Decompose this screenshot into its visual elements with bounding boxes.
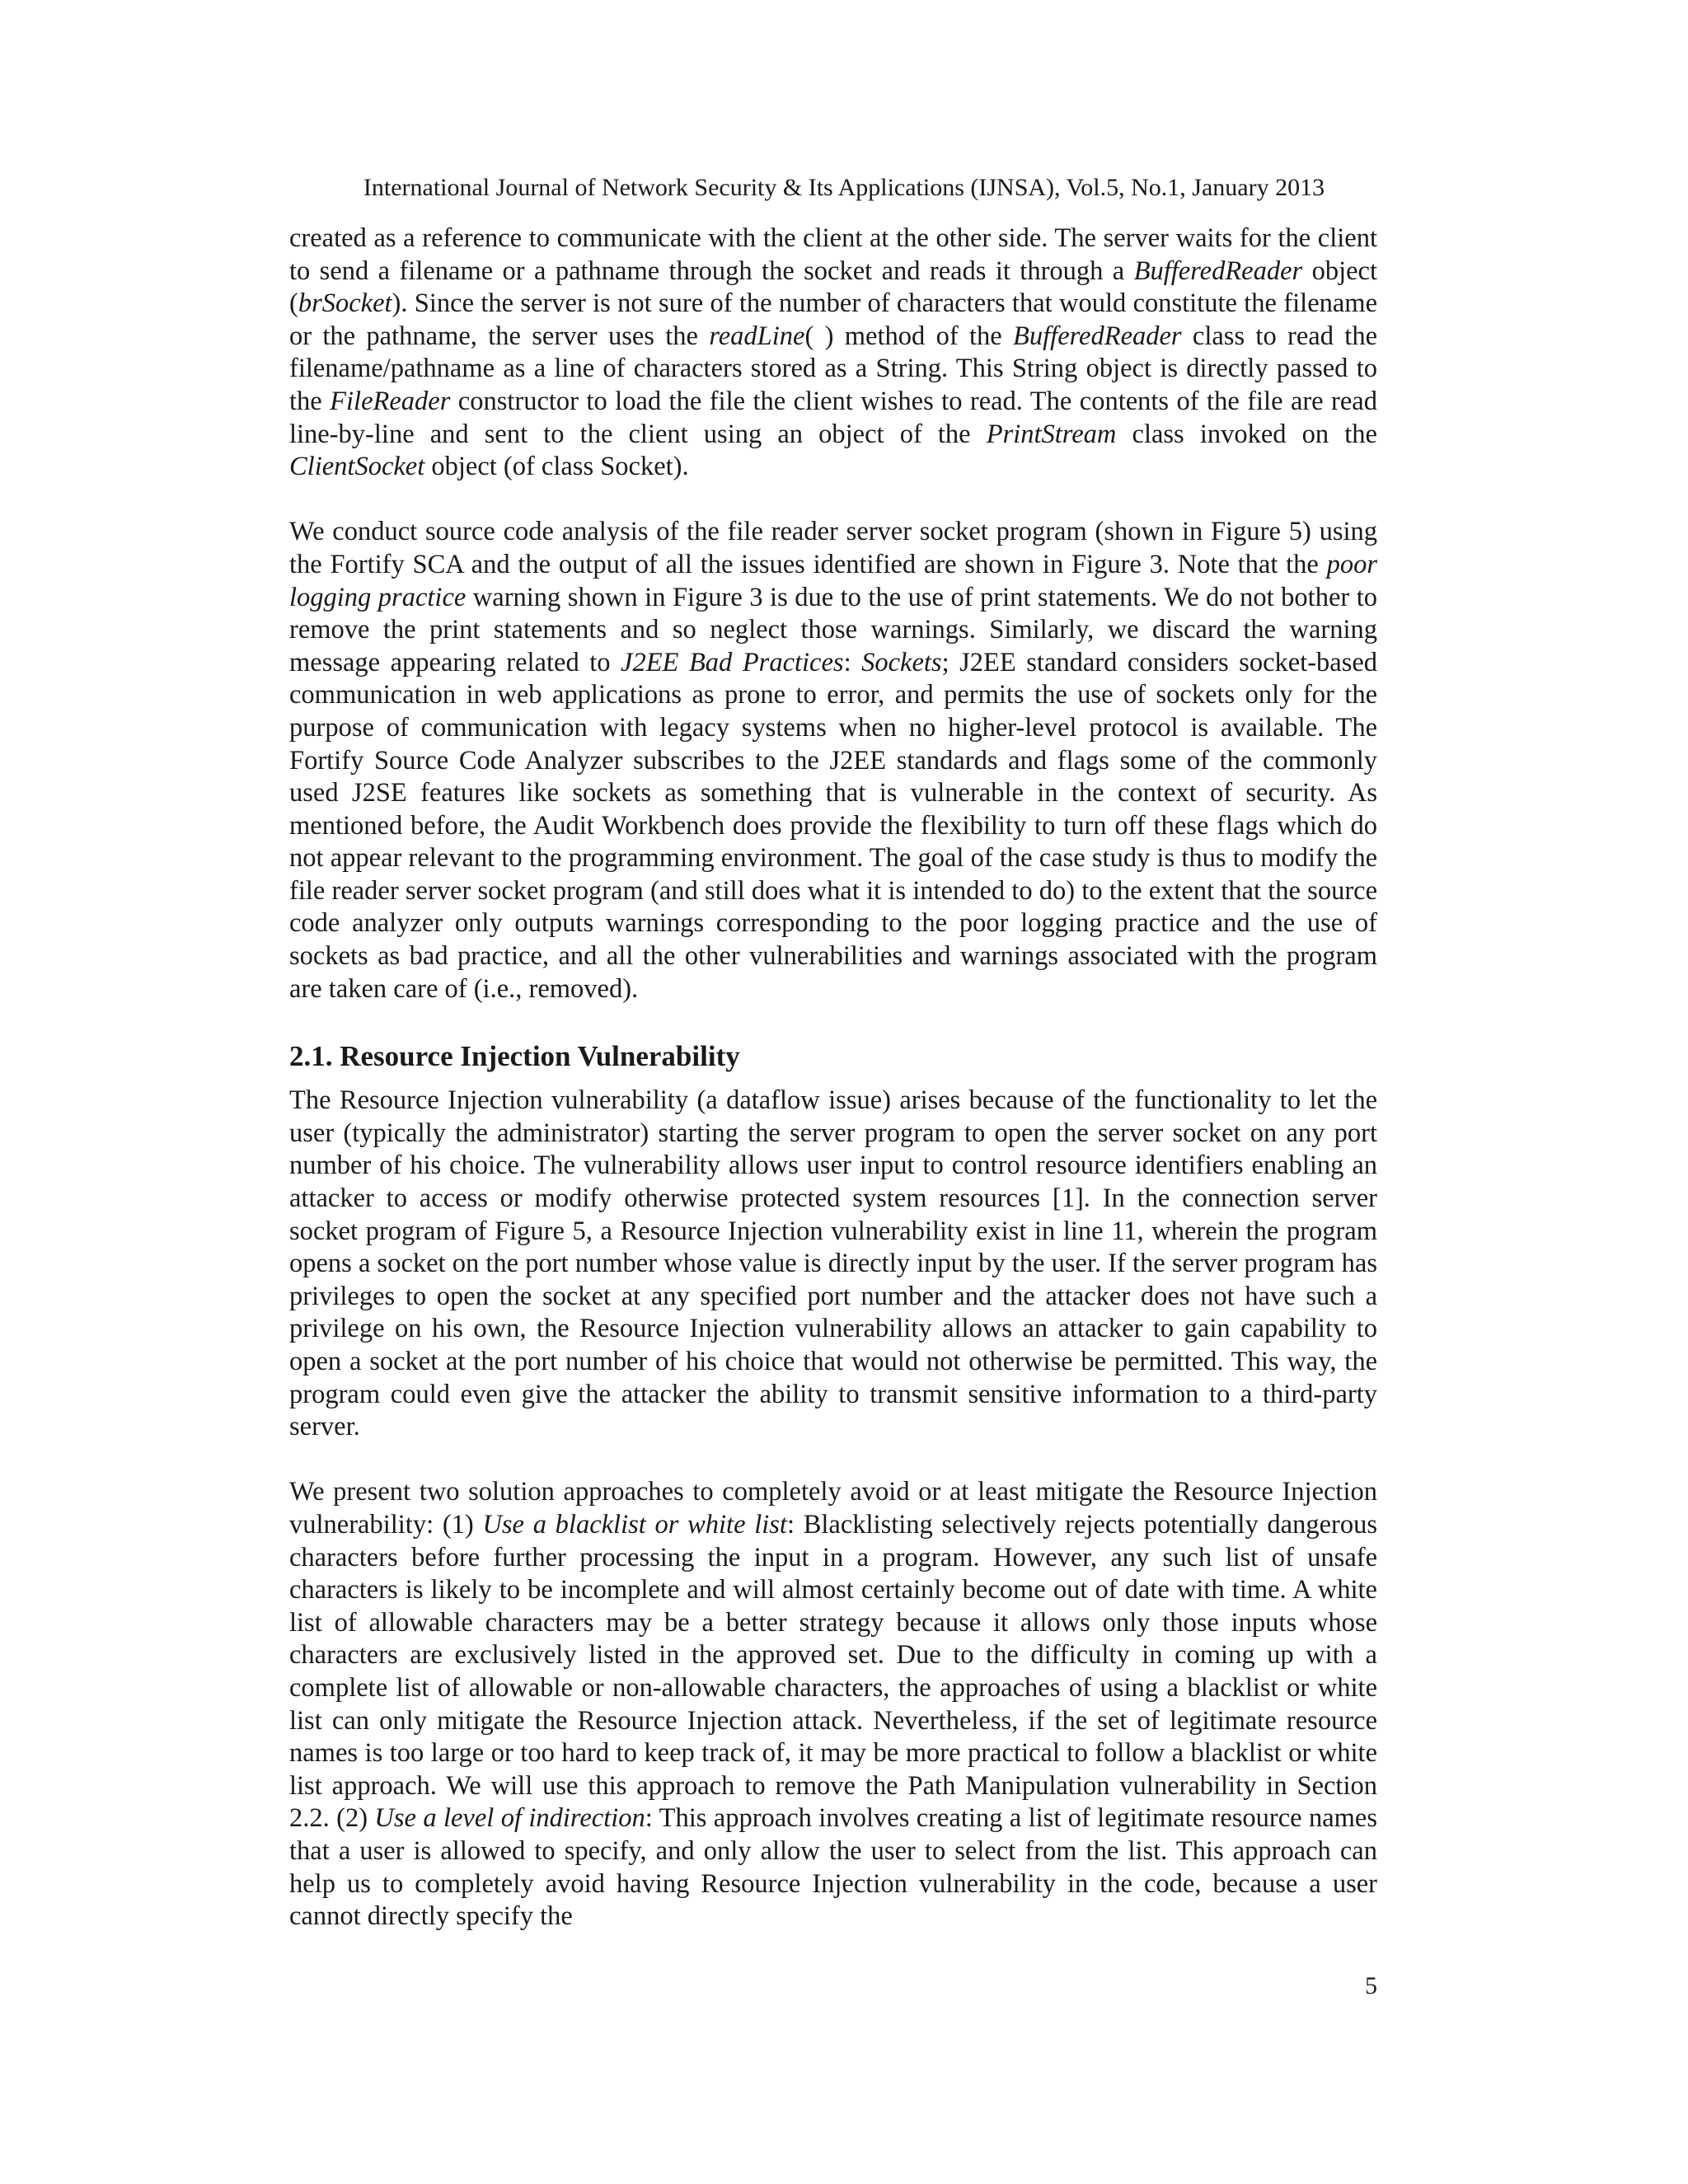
running-header: International Journal of Network Security & Its Applications (IJNSA), Vol.5, No.1, January 2013 <box>363 174 1325 201</box>
italic-term: readLine <box>709 321 805 351</box>
italic-term: Sockets <box>861 647 942 677</box>
text-span: : Blacklisting selectively rejects potentially dangerous characters before further processing the input in a program. However, any such list of unsafe characters is likely to be incomplete and will almost certainly become out of date with time. A white list of allowable characters may be a better strategy because it allows only those inputs whose characters are exclusively listed in the approved set. Due to the difficulty in coming up with a complete list of allowable or non-allowable characters, the approaches of using a blacklist or white list can only mitigate the Resource Injection attack. Nevertheless, if the set of legitimate resource names is too large or too hard to keep track of, it may be more practical to follow a blacklist or white list approach. We will use this approach to remove the Path Manipulation vulnerability in Section 2.2. (2) <box>289 1509 1377 1834</box>
text-span: We present two solution approaches to completely avoid or at least mitigate the Resource Injection vulnerability: (1) <box>289 1477 1377 1540</box>
text-span: : <box>843 647 862 677</box>
paragraph-3: The Resource Injection vulnerability (a dataflow issue) arises because of the functionality to let the user (typically the administrator) starting the server program to open the server socket on any port number of his choice. The vulnerability allows user input to control resource identifiers enabling an attacker to access or modify otherwise protected system resources [1]. In the connection server socket program of Figure 5, a Resource Injection vulnerability exist in line 11, wherein the program opens a socket on the port number whose value is directly input by the user. If the server program has privileges to open the socket at any specified port number and the attacker does not have such a privilege on his own, the Resource Injection vulnerability allows an attacker to gain capability to open a socket at the port number of his choice that would not otherwise be permitted. This way, the program could even give the attacker the ability to transmit sensitive information to a third-party server. <box>289 1085 1377 1442</box>
italic-term: BufferedReader <box>1013 321 1182 351</box>
italic-term: ClientSocket <box>289 452 425 482</box>
text-span: class to read the filename/pathname as a line of characters stored as a String. This String object is directly passed to the <box>289 321 1377 416</box>
paragraph-4 <box>289 1476 1377 1933</box>
text-span: : This approach involves creating a list of legitimate resource names that a user is allowed to specify, and only allow the user to select from the list. This approach can help us to completely avoid having Resource Injection vulnerability in the code, because a user cannot directly specify the <box>289 1803 1377 1932</box>
text-span: object ( <box>289 255 1377 319</box>
italic-term: PrintStream <box>986 419 1117 449</box>
italic-term: BufferedReader <box>1133 255 1303 286</box>
paragraph-2 <box>289 516 1377 1005</box>
paragraph-1 <box>289 223 1377 484</box>
text-span: ; J2EE standard considers socket-based communication in web applications as prone to error, and permits the use of sockets only for the purpose of communication with legacy systems when no higher-level protocol is available. The Fortify Source Code Analyzer subscribes to the J2EE standards and flags some of the commonly used J2SE features like sockets as something that is vulnerable in the context of security. As mentioned before, the Audit Workbench does provide the flexibility to turn off these flags which do not appear relevant to the programming environment. The goal of the case study is thus to modify the file reader server socket program (and still does what it is intended to do) to the extent that the source code analyzer only outputs warnings corresponding to the poor logging practice and the use of sockets as bad practice, and all the other vulnerabilities and warnings associated with the program are taken care of (i.e., removed). <box>289 647 1378 1004</box>
text-span: class invoked on the <box>1116 419 1377 449</box>
page-number: 5 <box>1365 1972 1377 1999</box>
text-span: warning shown in Figure 3 is due to the use of print statements. We do not bother to remove the print statements and so neglect those warnings. Similarly, we discard the warning message appearing related to <box>289 582 1377 677</box>
article-body <box>289 223 1377 1933</box>
italic-term: Use a blacklist or white list <box>482 1509 787 1540</box>
text-span: constructor to load the file the client wishes to read. The contents of the file are read line-by-line and sent to the client using an object of the <box>289 386 1377 449</box>
italic-term: poor logging practice <box>289 549 1377 612</box>
italic-term: J2EE Bad Practices <box>621 647 844 677</box>
text-span: object (of class Socket). <box>424 452 689 482</box>
italic-term: Use a level of indirection <box>374 1803 645 1834</box>
text-span: We conduct source code analysis of the file reader server socket program (shown in Figure 5) using the Fortify SCA and the output of all the issues identified are shown in Figure 3. Note that the <box>289 517 1377 579</box>
text-span: created as a reference to communicate with the client at the other side. The server waits for the client to send a filename or a pathname through the socket and reads it through a <box>289 223 1377 286</box>
section-heading: 2.1. Resource Injection Vulnerability <box>289 1040 740 1073</box>
text-span: ( ) method of the <box>804 321 1014 351</box>
italic-term: brSocket <box>298 288 392 319</box>
italic-term: FileReader <box>330 386 451 416</box>
text-span: ). Since the server is not sure of the number of characters that would constitute the filename or the pathname, the server uses the <box>289 288 1377 351</box>
